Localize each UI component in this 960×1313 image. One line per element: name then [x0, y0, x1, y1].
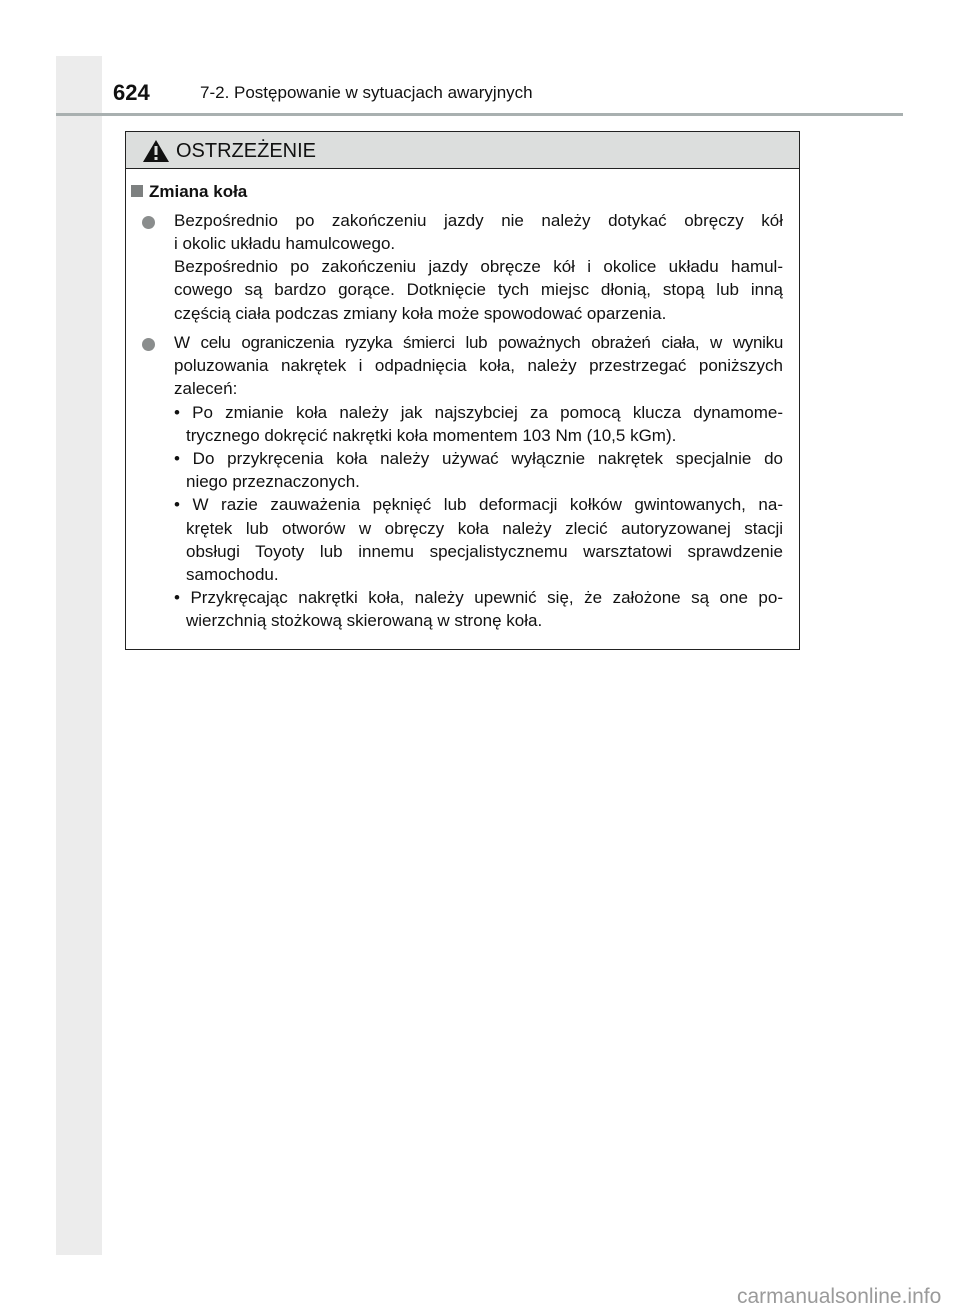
text-line: zaleceń:	[174, 379, 238, 398]
text-line: obsługi Toyoty lub innemu specjalistycznemu warsztatowi sprawdzenie	[186, 542, 783, 561]
text-line: krętek lub otworów w obręczy koła należy zlecić autoryzowanej stacji	[186, 519, 783, 538]
warning-header	[126, 132, 799, 169]
text-line: trycznego dokręcić nakrętki koła momentem 103 Nm (10,5 kGm).	[186, 426, 677, 445]
header-rule	[56, 113, 903, 116]
text-line: • W razie zauważenia pęknięć lub deformacji kołków gwintowanych, na-	[174, 495, 783, 514]
text-line: • Po zmianie koła należy jak najszybciej za pomocą klucza dynamome-	[174, 403, 783, 422]
text-line: częścią ciała podczas zmiany koła może spowodować oparzenia.	[174, 304, 667, 323]
text-line: cowego są bardzo gorące. Dotknięcie tych miejsc dłonią, stopą lub inną	[174, 280, 783, 299]
text-line: • Przykręcając nakrętki koła, należy upewnić się, że założone są one po-	[174, 588, 783, 607]
warning-heading	[131, 182, 247, 202]
text-line: Bezpośrednio po zakończeniu jazdy nie należy dotykać obręczy kół	[174, 211, 783, 230]
text-line: W celu ograniczenia ryzyka śmierci lub poważnych obrażeń ciała, w wyniku	[174, 333, 783, 352]
circle-bullet-icon	[142, 216, 155, 229]
section-title: 7-2. Postępowanie w sytuacjach awaryjnych	[200, 83, 533, 102]
margin-strip	[56, 56, 102, 1255]
page-number: 624	[113, 80, 150, 105]
square-bullet-icon	[131, 185, 143, 197]
warning-box	[125, 131, 800, 650]
heading-text: Zmiana koła	[149, 182, 248, 201]
text-line: niego przeznaczonych.	[186, 472, 360, 491]
text-line: poluzowania nakrętek i odpadnięcia koła, należy przestrzegać poniższych	[174, 356, 783, 375]
text-line: Bezpośrednio po zakończeniu jazdy obręcze kół i okolice układu hamul-	[174, 257, 783, 276]
text-line: i okolic układu hamulcowego.	[174, 234, 396, 253]
text-line: samochodu.	[186, 565, 279, 584]
text-line: wierzchnią stożkową skierowaną w stronę koła.	[186, 611, 543, 630]
text-line: • Do przykręcenia koła należy używać wyłącznie nakrętek specjalnie do	[174, 449, 783, 468]
circle-bullet-icon	[142, 338, 155, 351]
watermark: carmanualsonline.info	[737, 1285, 942, 1308]
warning-icon	[143, 140, 169, 162]
warning-title: OSTRZEŻENIE	[176, 140, 317, 162]
